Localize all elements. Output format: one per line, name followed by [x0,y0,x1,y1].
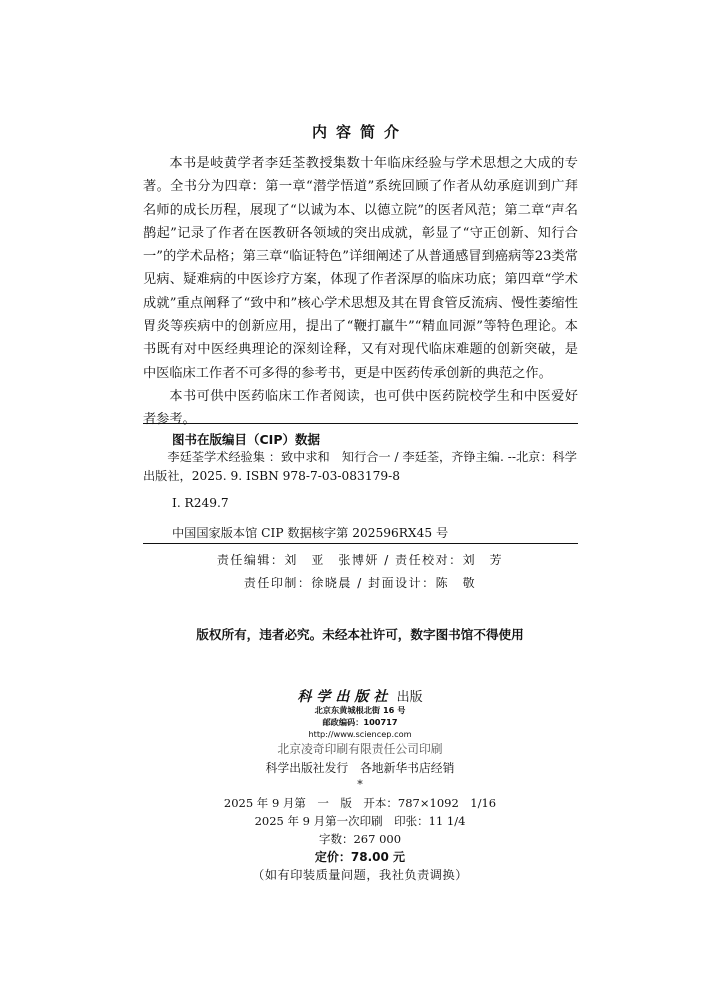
price: 定价：78.00 元 [314,850,406,864]
production-credits: 责任印制：徐晓晨 / 封面设计：陈 敬 [243,576,477,590]
summary-paragraph: 本书是岐黄学者李廷荃教授集数十年临床经验与学术思想之大成的专著。全书分为四章：第一章“潜学悟道”系统回顾了作者从幼承庭训到广拜名师的成长历程，展现了“以诚为本、以德立院”的医者风范；第二章“声名鹊起”记录了作者在医教研各领域的突出成就，彰显了“守正创新、知行合一”的学术品格；第三章“临证特色”详细阐述了从普通感冒到癌病等23类常见病、疑难病的中医诊疗方案，体现了作者深厚的临床功底；第四章“学术成就”重点阐释了“致中和”核心学术思想及其在胃食管反流病、慢性萎缩性胃炎等疾病中的创新应用，提出了“鞭打羸牛”“精血同源”等特色理论。本书既有对中医经典理论的深刻诠释，又有对现代临床难题的创新突破，是中医临床工作者不可多得的参考书，更是中医药传承创新的典范之作。 [143,156,578,381]
cip-heading: 图书在版编目（CIP）数据 [172,432,320,447]
publisher-suffix: 出版 [396,690,423,705]
cip-record-text: 李廷荃学术经验集 ：致中求和 知行合一 / 李廷荃，齐铮主编. --北京：科学出版社，2025. 9. ISBN 978-7-03-083179-8 [143,450,577,483]
publisher-line [0,686,720,706]
publisher-logo: 科学出版社 [297,689,393,705]
publisher-postcode: 邮政编码：100717 [322,717,398,727]
cip-record [143,448,579,486]
cip-top-rule [143,423,578,424]
publisher-url: http://www.sciencep.com [308,729,412,739]
quality-note: （如有印装质量问题，我社负责调换） [252,868,468,882]
cip-bottom-rule [143,543,578,544]
cip-check-number: 中国国家版本馆 CIP 数据核字第 202596RX45 号 [172,526,449,540]
summary-text [143,152,578,432]
summary-title: 内容简介 [311,123,408,141]
word-count: 字数：267 000 [318,832,402,846]
cip-classification: Ⅰ. R249.7 [172,496,229,510]
edition-line: 2025 年 9 月第 一 版 开本：787×1092 1/16 [223,796,497,810]
copyright-notice: 版权所有，违者必究。未经本社许可，数字图书馆不得使用 [196,627,524,642]
publisher-address: 北京东黄城根北街 16 号 [314,705,406,715]
editor-credits: 责任编辑：刘 亚 张博妍 / 责任校对：刘 芳 [216,553,504,567]
printing-line: 2025 年 9 月第一次印刷 印张：11 1/4 [254,814,466,828]
separator-star: * [357,778,363,791]
summary-paragraph: 本书可供中医药临床工作者阅读，也可供中医药院校学生和中医爱好者参考。 [143,388,578,428]
printer-line: 北京凌奇印刷有限责任公司印刷 [277,742,443,756]
distribution-line: 科学出版社发行 各地新华书店经销 [265,761,455,775]
